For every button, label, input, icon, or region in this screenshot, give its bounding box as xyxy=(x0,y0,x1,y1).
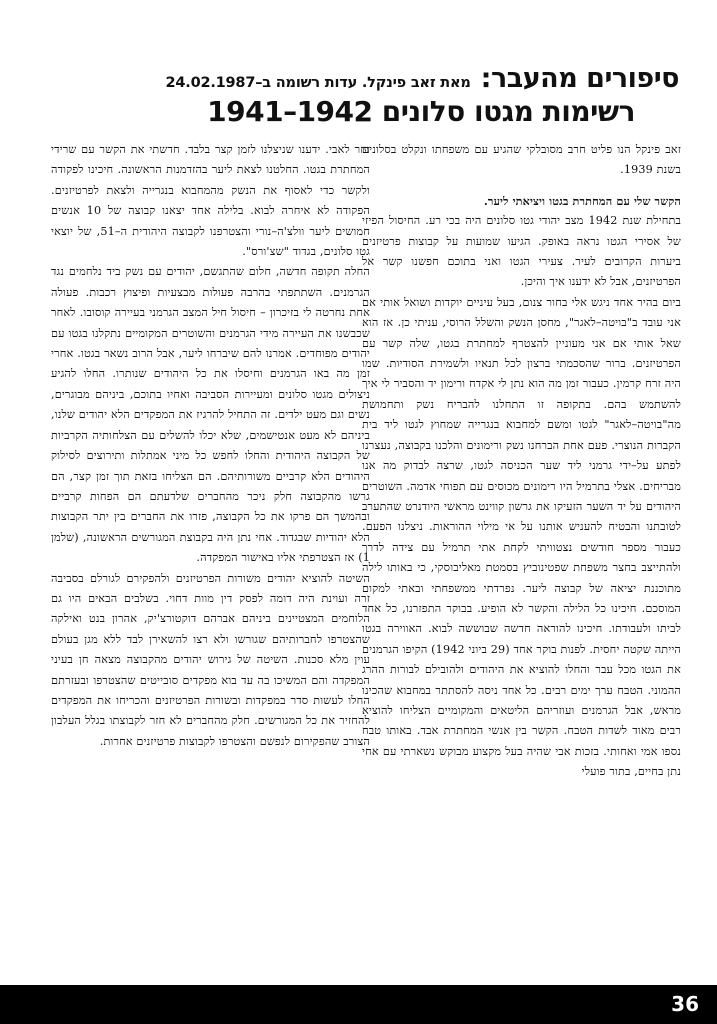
right-column xyxy=(362,140,681,783)
body-paragraph: השיטה להוציא יהודים משורות הפרטיזנים ולהפקירם לגורלם בסביבה זרה ועוינת היה דומה לפסק דין מוות דחוי. בשלבים הבאים היו גם הלוחמים המצטיינים ביניהם אברהם דוקטורצ'יק, אהרון בנט ואילקה שהצטרפו לחברותיהם שגורשו ולא רצו להשאירן לבד ללא מגן בעולם עוין מלא סכנות. השיטה של גירוש יהודים מהקבוצה מצאה חן בעיני המפקדה והם המשיכו בה עד בוא מפקדים סובייטים שהצטרפו ובעזרתם החלו לעשות סדר במפקדות ובשורות הפרטיזנים והכריחו את המפקדים להחזיר את כל המגורשים. חלק מהחברים לא חזר לקבוצתו בגלל העלבון הצורב שהפקירום לנפשם והצטרפו לקבוצות פרטיזנים אחרות. xyxy=(51,571,370,748)
footer-bar xyxy=(0,985,717,1024)
left-column xyxy=(51,140,370,752)
article-header xyxy=(52,62,679,130)
body-paragraph: עזר לאבי. ידענו שניצלנו לזמן קצר בלבד. חדשתי את הקשר עם שרידי המחתרת בגטו. החלטנו לצאת ליער בהזדמנות הראשונה. חיכינו לפקודה ולקשר כדי לאסוף את הנשק מהמחבוא בנגרייה ולצאת לפרטיזנים. הפקודה לא איחרה לבוא. בלילה אחד יצאנו קבוצה של 10 אנשים חמושים ליער וולצ'ה–נורי והצטרפנו לקבוצה היהודית ה–51, של יוצאי גטו סלונים, בגדוד "שצ'ורס". xyxy=(51,143,370,259)
body-paragraph: בתחילת שנת 1942 מצב יהודי גטו סלונים היה בכי רע. החיסול הפיזי של אסירי הגטו נראה באופק. הגיעו שמועות על קבוצות פרטיזנים ביערות הקרובים לעיר. צעירי הגטו ואני בתוכם חפשנו קשר אל הפרטיזנים, אבל לא ידענו איך והיכן. xyxy=(362,214,681,289)
body-paragraph: ביום בהיר אחד ניגש אלי בחור צנום, בעל עיניים יוקדות ושואל אותי אם אני עובד ב"בויטה–לאגר", מחסן הנשק והשלל הרוסי, עניתי כן. אז הוא שאל אותי אם אני מעוניין להצטרף למחתרת בגטו, שלה קשר עם הפרטיזנים. ברור שהסכמתי ברצון לכל תנאיו ולשמירת הסודיות. שמו היה זרח קרמין. כעבור זמן מה הוא נתן לי אקדח ורימון יד והסביר לי איך להשתמש בהם. בתקופה זו התחלנו להבריח נשק ותחמושת מה"בויטה–לאגר" לגטו ומשם למחבוא בנגרייה שמחוץ לגטו ליד בית הקברות הנוצרי. פעם אחת הברחנו נשק ורימונים והלכנו בקבוצה, נעצרנו לפתע על–ידי גרמני ליד שער הכניסה לגטו, שרצה לבדוק מה אנו מבריחים. אצלי בתרמיל היו רימונים מכוסים עם תפוחי אדמה. השוטרים היהודים על יד השער הזעיקו את גרשון קווינט מראשי היודנרט שהתערב לטובתנו והבטיח להעניש אותנו על אי מילוי ההוראות. ניצלנו הפעם. כעבור מספר חודשים נצטוויתי לקחת אתי תרמיל עם צידה לדרך ולהתייצב בחצר משפחת שפטינוביץ בסמטת מאליבוסקי, כי באותו לילה מתוכננת יציאה של קבוצה ליער. נפרדתי ממשפחתי ובאתי למקום המוסכם. חיכינו כל הלילה והקשר לא הופיע. בבוקר התפזרנו, כל אחד לביתו ולעבודתו. חיכינו להוראה חדשה שבוששה לבוא. האווירה בגטו הייתה שקטה יחסית. לפנות בוקר אחד (29 ביוני 1942) הקיפו הגרמנים את הגטו מכל עבר והחלו להוציא את היהודים ולהובילם לבורות ההרג ההמוני. הטבח ערך ימים רבים. כל אחד ניסה להסתתר במחבוא שהכינו מראש, אבל הגרמנים ועוזריהם הליטאים והמקומיים הצליחו להוציא רבים מאוד לשדות הטבח. הקשר בין אנשי המחתרת אבד. באותו טבח נספו אמי ואחותי. בזכות אבי שהיה בעל מקצוע מבוקש נשארתי עם אחי נתן בחיים, בתור פועלי xyxy=(362,295,682,779)
paragraph-gap xyxy=(362,181,681,191)
body-paragraph: החלה תקופה חדשה, חלום שהתגשם, יהודים עם נשק ביד נלחמים נגד הגרמנים. השתתפתי בהרבה פעולות מבצעיות ופיצוץ רכבות. פעולה אחת נחרטה לי בזיכרון – חיסול חיל המצב הגרמני בעיירה קוסובו. לאחר שכבשנו את העיירה מידי הגרמנים והשוטרים המקומיים נתקלנו בגטו עם יהודים מפוחדים. אמרנו להם שיברחו ליער, אבל הרוב נשאר בגטו. אחרי זמן מה באו הגרמנים וחיסלו את כל היהודים שנותרו. החלו להגיע ניצולים מגטו סלונים ומעיירות הסביבה ואחיו בתוכם, ביניהם מבוגרים, נשים וגם מעט ילדים. זה התחיל להרגיז את המפקדים הלא יהודים שלנו, ביניהם לא מעט אנטישמים, שלא יכלו להשלים עם הצלחותיה הקרביות של הקבוצה היהודית והחלו לחפש כל מיני אמתלות ותירוצים לסילוק היהודים הלא קרביים משורותיהם. הם הצליחו בזאת תוך זמן קצר, הם גרשו מהקבוצה חלק ניכר מהחברים שלדעתם הם הפחות קרביים ובהמשך הם פרקו את כל הקבוצה, פזרו את החברים בין יתר הקבוצות הלא יהודיות שבגדוד. אחי נתן היה בקבוצת המגורשים הראשונה, (שלמן 1) אז הצטרפתי אליו באישור המפקדה. xyxy=(51,265,370,565)
section-heading: הקשר שלי עם המחתרת בגטו ויציאתי ליער. xyxy=(483,193,681,208)
header-top-line xyxy=(52,62,679,96)
article-byline: מאת זאב פינקל. עדות רשומה ב–24.02.1987 xyxy=(165,75,471,91)
page-number: 36 xyxy=(671,992,699,1016)
series-title: סיפורים מהעבר: xyxy=(480,63,679,94)
intro-paragraph: זאב פינקל הנו פליט חרב מסובלקי שהגיע עם משפחתו ונקלט בסלונים בשנת 1939. xyxy=(362,143,681,177)
article-title: רשימות מגטו סלונים 1942–1941 xyxy=(207,95,635,128)
